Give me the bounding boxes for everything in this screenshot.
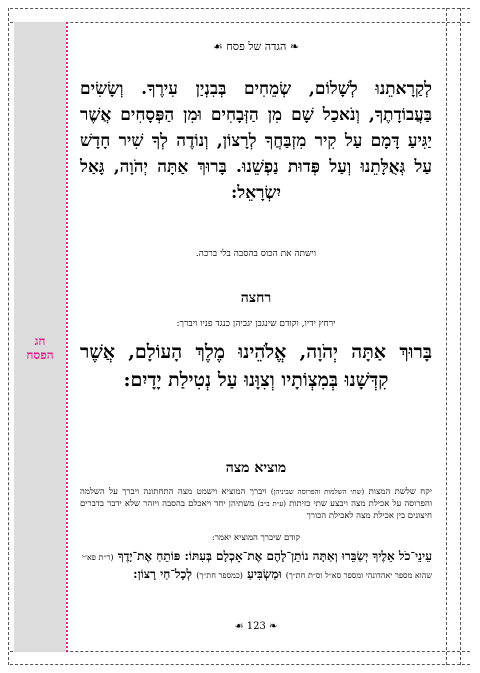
verse-part3: לְכָל־חַי רָצוֹן: <box>133 567 193 581</box>
sidebar-label-line2: הפסח <box>26 348 54 362</box>
running-header <box>80 40 432 53</box>
blessing-paragraph: לְקַרָאתֵנוּ לְשָׁלוֹם, שְׂמֵחִים בְּבִנְיַן עִירֶךָ. וְשָׂשִׂים בַּעֲבוֹדָתֶךָ, וְנֹאכַל שָׁם מִן הַזְּבָחִים וּמִן הַפְּסָחִים אֲשֶׁר יַגִּיעַ דָּמָם עַל קִיר מִזְבַּחֲךָ לְרָצוֹן, וְנוֹדֶה לְךָ שִׁיר חָדָשׁ עַל גְּאֻלָּתֵנוּ וְעַל פְּדוּת נַפְשֵׁנוּ. בָּרוּךְ אַתָּה יְהֹוָה, גָּאַל יִשְׂרָאֵל: <box>80 79 432 203</box>
motzi-instruction-part3: משתיהן יחד ויאכלם בהסבה ויזהר שלא ידבר בדברים חיצונים בין אכילת מצה לאכילת הכורך <box>80 499 432 521</box>
verse-note2: (כמספר חת״ך) <box>196 571 243 580</box>
motzi-instruction-note: (שתי השלמות והפרוסה שביניהן) <box>270 488 365 496</box>
bottom-cut-line <box>10 664 470 665</box>
motzi-instruction-note2: (ע״ת ב״ב) <box>257 500 286 508</box>
pink-dotted-guide <box>66 22 68 652</box>
rachtza-instruction: ירחץ ידיו, וקודם שינגבן יגביהן כנגד פניו ויברך: <box>176 319 336 329</box>
rachtza-blessing: בָּרוּךְ אַתָּה יְהֹוָה, אֱלֹהֵינוּ מֶלֶךְ הָעוֹלָם, אֲשֶׁר קִדְּשָׁנוּ בְּמִצְוֹתָיו וְצִוָּנוּ עַל נְטִילַת יָדָיִם: <box>80 341 432 391</box>
motzi-instruction-2: קודם שיברך המוציא יאמר: <box>211 533 301 543</box>
section-title-rachtza: רחצה <box>240 290 272 306</box>
sidebar-label-line1: חג <box>34 334 46 348</box>
ornament-icon: ❧ <box>286 40 300 53</box>
verse-part1: עֵינֵי־כֹל אֵלֶיךָ יְשַׂבֵּרוּ וְאַתָּה נוֹתֵן־לָהֶם אֶת־אָכְלָם בְּעִתּוֹ: פּוֹתֵחַ אֶת־יָדֶךָ <box>117 549 432 563</box>
right-trim-line <box>446 8 447 665</box>
motzi-instruction <box>80 486 432 522</box>
motzi-instruction-part2: ויברך המוציא וישמט מצה התחתונה ויברך על השלמה והפרוסה על אכילת מצה ויבצע שתי כזיתות <box>80 487 433 509</box>
top-cut-line <box>10 8 470 9</box>
sidebar-section-label <box>14 334 66 362</box>
top-trim-line <box>10 22 470 23</box>
verse-part2: וּמַשְׂבִּיעַ <box>247 567 282 581</box>
ornament-icon: ☙ <box>212 40 223 53</box>
motzi-instruction-part1: יקח שלשת המצות <box>368 487 432 497</box>
left-cut-line <box>8 8 9 665</box>
verse-note1: (ר״ת פא״י שהוא מספר יאהדונהי ומספר סא״ל וס״ת חת״ך) <box>81 553 432 580</box>
page-number: 123 <box>246 621 266 632</box>
bottom-trim-line <box>10 651 470 652</box>
ornament-icon: ☙ <box>234 621 244 632</box>
section-title-motzi-matza: מוציא מצה <box>225 460 287 476</box>
page-footer <box>80 621 432 632</box>
motzi-verse <box>80 548 432 584</box>
right-cut-line <box>460 8 461 665</box>
blessing-instruction: וישתה את הכוס בהסבה בלי ברכה. <box>195 249 317 259</box>
ornament-icon: ❧ <box>265 621 278 632</box>
running-title: הגדה של פסח <box>226 40 287 53</box>
